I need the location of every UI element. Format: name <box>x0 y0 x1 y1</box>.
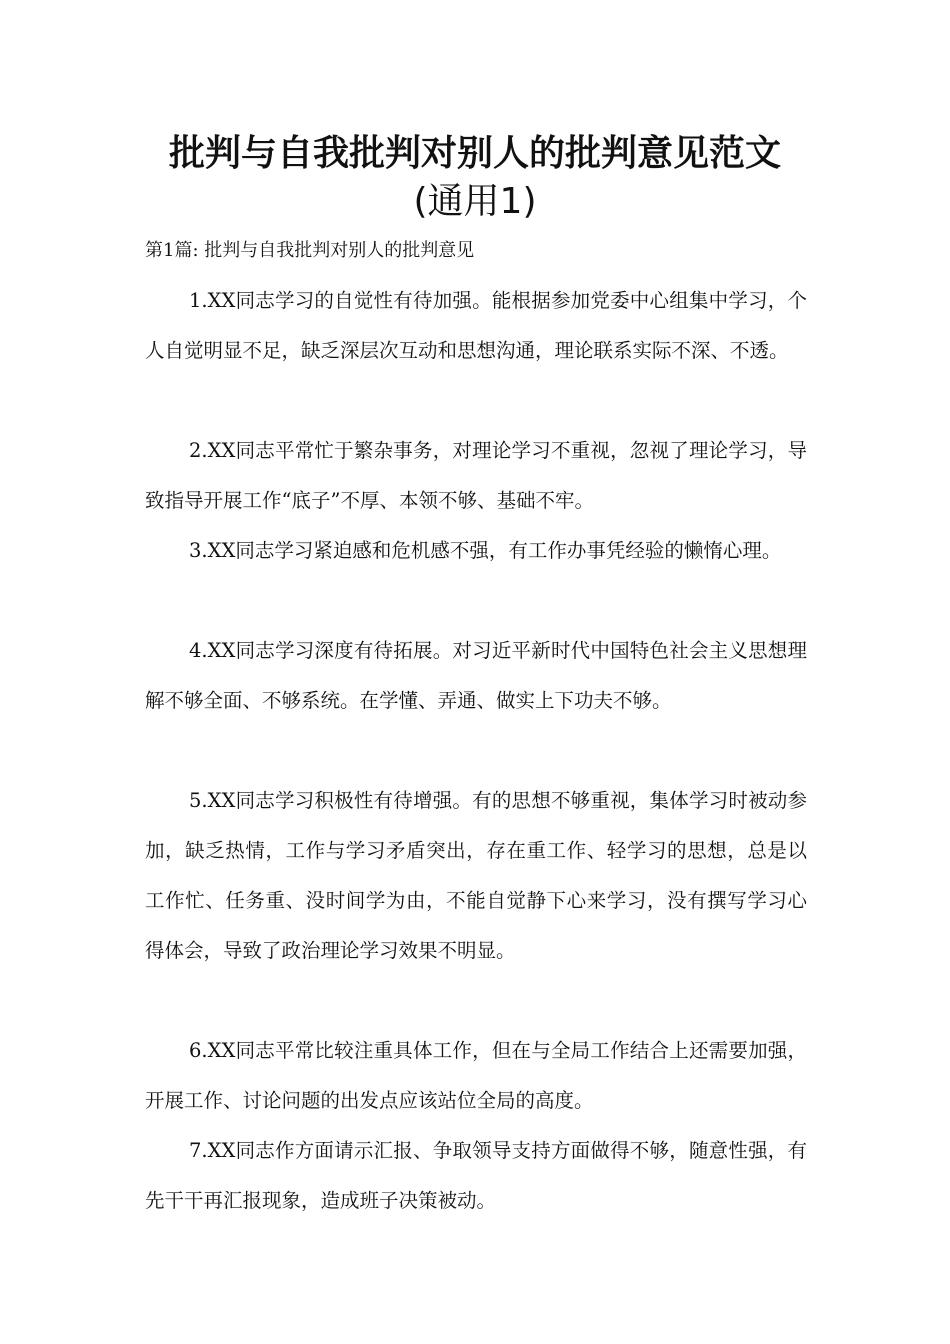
paragraph-7: 7.XX同志作方面请示汇报、争取领导支持方面做得不够，随意性强，有先干干再汇报现象，造成班子决策被动。 <box>145 1139 807 1212</box>
document-title-line2: (通用1) <box>413 181 537 222</box>
document-title-line1: 批判与自我批判对别人的批判意见范文 <box>168 133 781 174</box>
paragraph-4: 4.XX同志学习深度有待拓展。对习近平新时代中国特色社会主义思想理解不够全面、不够系统。在学懂、弄通、做实上下功夫不够。 <box>145 639 807 712</box>
paragraph-5: 5.XX同志学习积极性有待增强。有的思想不够重视，集体学习时被动参加，缺乏热情，工作与学习矛盾突出，存在重工作、轻学习的思想，总是以工作忙、任务重、没时间学为由，不能自觉静下心来学习，没有撰写学习心得体会，导致了政治理论学习效果不明显。 <box>145 789 807 962</box>
paragraph-1: 1.XX同志学习的自觉性有待加强。能根据参加党委中心组集中学习，个人自觉明显不足，缺乏深层次互动和思想沟通，理论联系实际不深、不透。 <box>145 289 807 362</box>
paragraph-6: 6.XX同志平常比较注重具体工作，但在与全局工作结合上还需要加强，开展工作、讨论问题的出发点应该站位全局的高度。 <box>145 1039 807 1112</box>
section-heading: 第1篇: 批判与自我批判对别人的批判意见 <box>145 240 475 261</box>
paragraph-3: 3.XX同志学习紧迫感和危机感不强，有工作办事凭经验的懒惰心理。 <box>189 539 782 562</box>
paragraph-2: 2.XX同志平常忙于繁杂事务，对理论学习不重视，忽视了理论学习，导致指导开展工作“底子”不厚、本领不够、基础不牢。 <box>145 439 807 512</box>
